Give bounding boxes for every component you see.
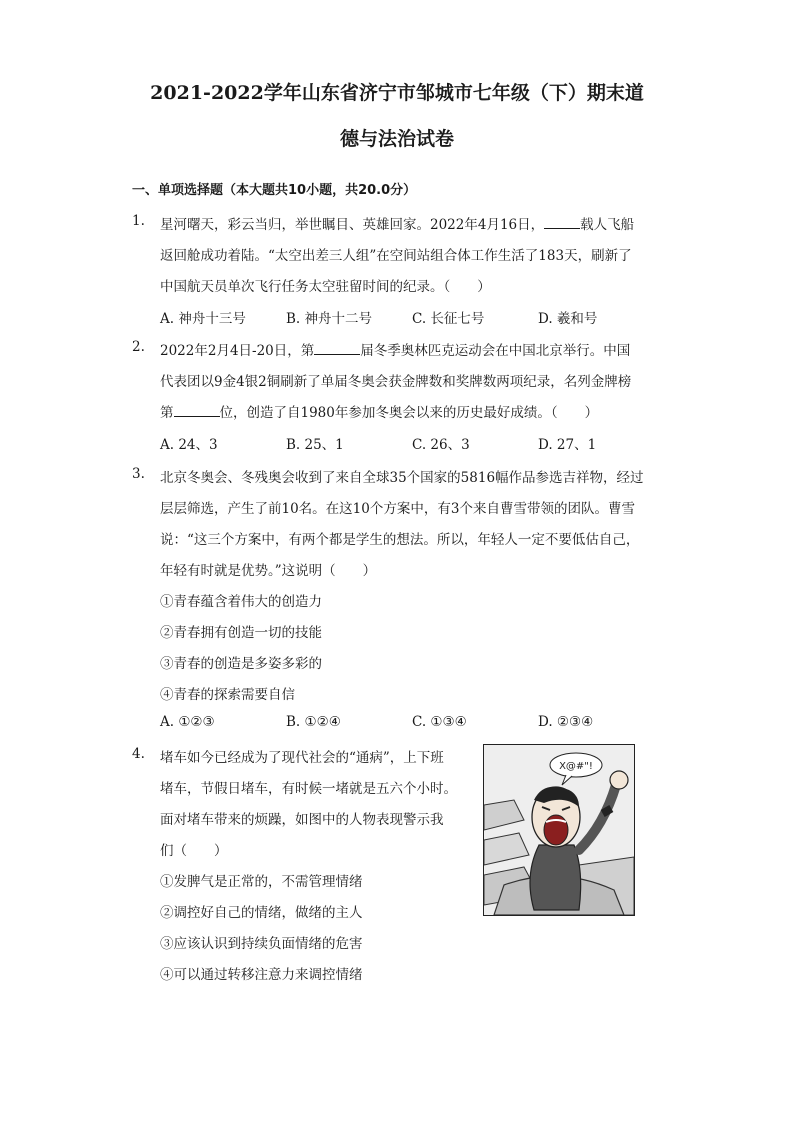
option-b[interactable]: B. ①②④ bbox=[286, 714, 341, 730]
answer-blank bbox=[544, 214, 580, 229]
option-b[interactable]: B. 25、1 bbox=[286, 437, 344, 453]
question-line: 返回舱成功着陆。“太空出差三人组”在空间站组合体工作生活了183天，刷新了 bbox=[160, 248, 632, 264]
option-a[interactable]: A. 24、3 bbox=[160, 437, 218, 453]
question-number: 4. bbox=[132, 746, 145, 762]
statement-3: ③应该认识到持续负面情绪的危害 bbox=[160, 936, 363, 952]
question-number: 1. bbox=[132, 213, 145, 229]
option-d[interactable]: D. ②③④ bbox=[538, 714, 594, 730]
statement-1: ①青春蕴含着伟大的创造力 bbox=[160, 594, 322, 610]
question-line: 堵车如今已经成为了现代社会的“通病”，上下班 bbox=[160, 750, 444, 766]
option-a[interactable]: A. 神舟十三号 bbox=[160, 311, 246, 327]
option-c[interactable]: C. 26、3 bbox=[412, 437, 470, 453]
answer-blank bbox=[174, 402, 220, 417]
section-heading: 一、单项选择题（本大题共10小题，共20.0分） bbox=[132, 183, 417, 198]
question-line: 北京冬奥会、冬残奥会收到了来自全球35个国家的5816幅作品参选吉祥物，经过 bbox=[160, 470, 644, 486]
question-line: 星河曙天，彩云当归，举世瞩目、英雄回家。2022年4月16日， 载人飞船 bbox=[160, 213, 634, 233]
option-d[interactable]: D. 羲和号 bbox=[538, 311, 598, 327]
statement-4: ④青春的探索需要自信 bbox=[160, 687, 295, 703]
question-line: 第 位，创造了自1980年参加冬奥会以来的历史最好成绩。（ ） bbox=[160, 401, 598, 421]
question-line: 中国航天员单次飞行任务太空驻留时间的纪录。（ ） bbox=[160, 279, 491, 295]
option-c[interactable]: C. 长征七号 bbox=[412, 311, 485, 327]
option-d[interactable]: D. 27、1 bbox=[538, 437, 597, 453]
title-line-1: 2021-2022学年山东省济宁市邹城市七年级（下）期末道 bbox=[150, 82, 644, 104]
question-line: 面对堵车带来的烦躁，如图中的人物表现警示我 bbox=[160, 812, 444, 828]
exam-title bbox=[100, 70, 694, 162]
option-b[interactable]: B. 神舟十二号 bbox=[286, 311, 373, 327]
option-a[interactable]: A. ①②③ bbox=[160, 714, 215, 730]
question-line: 们（ ） bbox=[160, 843, 228, 859]
title-line-2: 德与法治试卷 bbox=[339, 128, 454, 150]
statement-1: ①发脾气是正常的，不需管理情绪 bbox=[160, 874, 363, 890]
question-line: 层层筛选，产生了前10名。在这10个方案中，有3个来自曹雪带领的团队。曹雪 bbox=[160, 501, 635, 517]
question-line: 堵车，节假日堵车，有时候一堵就是五六个小时。 bbox=[160, 781, 457, 797]
angry-driver-illustration bbox=[484, 745, 634, 915]
statement-3: ③青春的创造是多姿多彩的 bbox=[160, 656, 322, 672]
traffic-jam-cartoon bbox=[483, 744, 635, 916]
question-number: 3. bbox=[132, 466, 145, 482]
speech-bubble-text: X@#"! bbox=[559, 761, 593, 772]
question-line: 年轻有时就是优势。”这说明（ ） bbox=[160, 563, 377, 579]
statement-2: ②调控好自己的情绪，做绪的主人 bbox=[160, 905, 363, 921]
question-line: 2022年2月4日-20日，第 届冬季奥林匹克运动会在中国北京举行。中国 bbox=[160, 339, 630, 359]
statement-2: ②青春拥有创造一切的技能 bbox=[160, 625, 322, 641]
answer-blank bbox=[314, 340, 360, 355]
question-line: 代表团以9金4银2铜刷新了单届冬奥会获金牌数和奖牌数两项纪录，名列金牌榜 bbox=[160, 374, 632, 390]
option-c[interactable]: C. ①③④ bbox=[412, 714, 467, 730]
question-line: 说：“这三个方案中，有两个都是学生的想法。所以，年轻人一定不要低估自己， bbox=[160, 532, 640, 548]
statement-4: ④可以通过转移注意力来调控情绪 bbox=[160, 967, 363, 983]
question-number: 2. bbox=[132, 339, 145, 355]
